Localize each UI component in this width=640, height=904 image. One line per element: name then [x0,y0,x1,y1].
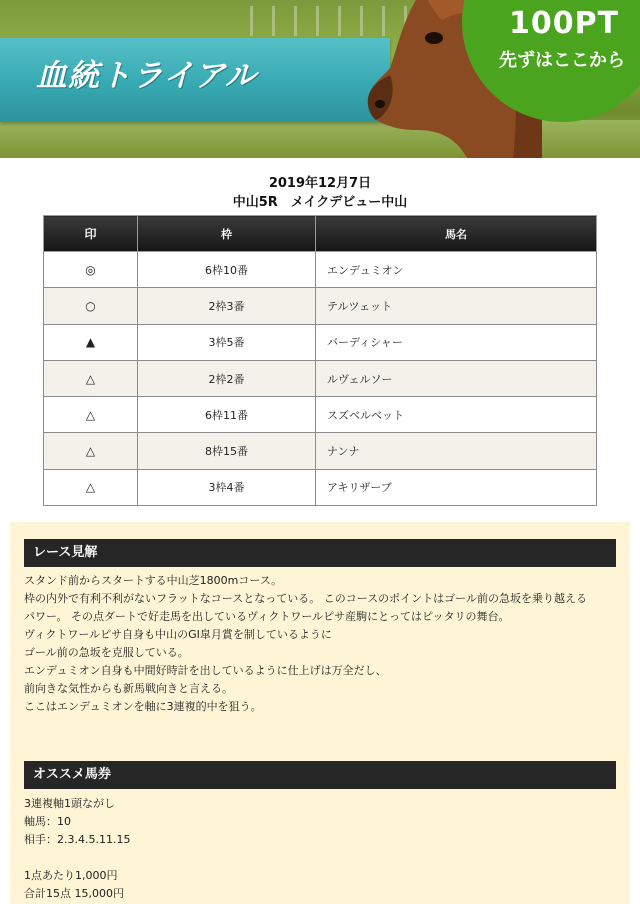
ticket-text [24,795,620,903]
points-badge-amount: 100PT [508,6,620,41]
points-badge-pointer [505,90,541,114]
analysis-line: エンデュミオン自身も中間好時計を出しているように仕上げは万全だし、 [24,664,387,677]
frame-cell: 3枠4番 [138,469,316,505]
table-row [44,324,597,360]
horse-cell: バーディシャー [316,324,597,360]
mark-cell: △ [44,397,138,433]
header-banner [0,0,640,158]
ticket-line: 合計15点 15,000円 [24,887,124,900]
horse-cell: エンデュミオン [316,252,597,288]
table-row [44,360,597,396]
analysis-line: ゴール前の急坂を克服している。 [24,646,189,659]
content-panel [10,522,630,904]
analysis-line: 枠の内外で有利不利がないフラットなコースとなっている。 このコースのポイントはゴール前の急坂を乗り越える [24,592,587,605]
analysis-text [24,572,620,716]
horse-cell: ナンナ [316,433,597,469]
horse-cell: アキリザーブ [316,469,597,505]
horse-cell: テルツェット [316,288,597,324]
frame-cell: 6枠11番 [138,397,316,433]
column-header-frame: 枠 [138,216,316,252]
mark-cell: △ [44,433,138,469]
banner-field-background [0,120,640,158]
race-name: 中山5R メイクデビュー中山 [232,195,408,210]
mark-cell: ○ [44,288,138,324]
ticket-line [24,849,620,867]
points-badge-caption: 先ずはここから [499,50,625,71]
frame-cell: 2枠3番 [138,288,316,324]
frame-cell: 2枠2番 [138,360,316,396]
table-row [44,397,597,433]
mark-cell: ▲ [44,324,138,360]
mark-cell: △ [44,469,138,505]
analysis-line: 前向きな気性からも新馬戦向きと言える。 [24,682,233,695]
frame-cell: 6枠10番 [138,252,316,288]
table-header-row [44,216,597,252]
ticket-line: 相手：2.3.4.5.11.15 [24,833,131,846]
banner-title: 血統トライアル [36,58,257,94]
column-header-horse: 馬名 [316,216,597,252]
analysis-line: ヴィクトワールピサ自身も中山のGI皐月賞を制しているように [24,628,332,641]
table-row [44,469,597,505]
ticket-line: 3連複軸1頭ながし [24,797,115,810]
analysis-heading: レース見解 [24,539,616,567]
analysis-line: ここはエンデュミオンを軸に3連複的中を狙う。 [24,700,262,713]
frame-cell: 8枠15番 [138,433,316,469]
analysis-line: スタンド前からスタートする中山芝1800mコース。 [24,574,283,587]
race-date: 2019年12月7日 [268,176,372,191]
table-row [44,288,597,324]
ticket-heading: オススメ馬券 [24,761,616,789]
prediction-table [43,215,597,506]
mark-cell: ◎ [44,252,138,288]
horse-cell: ルヴェルソー [316,360,597,396]
table-row [44,252,597,288]
analysis-line: パワー。 その点ダートで好走馬を出しているヴィクトワールピサ産駒にとってはピッタリの舞台。 [24,610,510,623]
frame-cell: 3枠5番 [138,324,316,360]
ticket-line: 軸馬：10 [24,815,71,828]
mark-cell: △ [44,360,138,396]
ticket-line: 1点あたり1,000円 [24,869,118,882]
table-row [44,433,597,469]
column-header-mark: 印 [44,216,138,252]
horse-cell: スズベルベット [316,397,597,433]
